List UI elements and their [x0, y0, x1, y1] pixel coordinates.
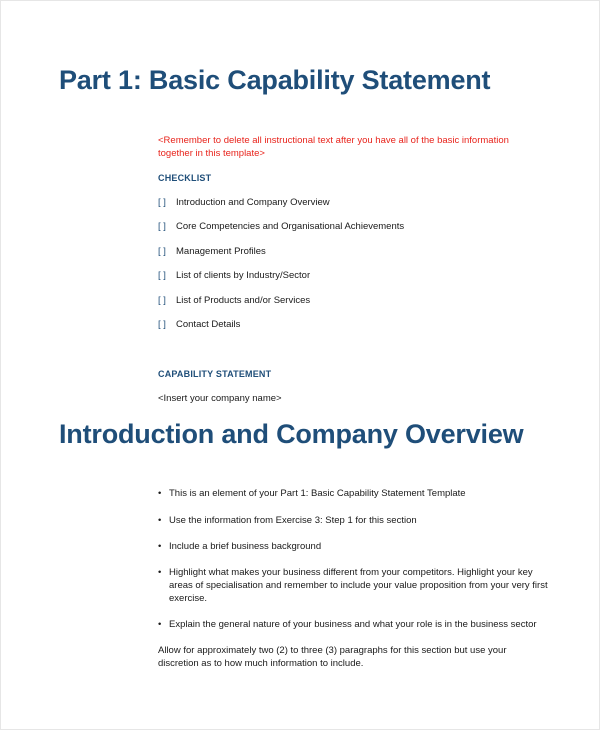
checkbox[interactable]: [ ]	[158, 270, 166, 281]
list-item-text: Explain the general nature of your business and what your role is in the business sector	[169, 619, 537, 630]
checklist-item-label: Core Competencies and Organisational Achievements	[176, 221, 405, 232]
checklist-item-label: Introduction and Company Overview	[176, 197, 330, 208]
bullet-icon: •	[158, 515, 162, 526]
capability-heading: CAPABILITY STATEMENT	[158, 369, 272, 379]
checklist-heading: CHECKLIST	[158, 173, 212, 183]
checklist-item-label: Contact Details	[176, 319, 241, 330]
closing-paragraph: Allow for approximately two (2) to three (3) paragraphs for this section but use your discretion as to how much information to include.	[158, 645, 507, 669]
list-item-text: Use the information from Exercise 3: Step 1 for this section	[169, 515, 417, 526]
checkbox[interactable]: [ ]	[158, 295, 166, 306]
checklist-item-label: Management Profiles	[176, 246, 266, 257]
checklist-item-label: List of Products and/or Services	[176, 295, 311, 306]
bullet-icon: •	[158, 567, 162, 578]
section-title: Introduction and Company Overview	[59, 419, 524, 449]
checkbox[interactable]: [ ]	[158, 197, 166, 208]
bullet-icon: •	[158, 488, 162, 499]
checklist-item	[158, 270, 310, 281]
checkbox[interactable]: [ ]	[158, 221, 166, 232]
checklist-item	[158, 197, 330, 208]
checklist-item	[158, 221, 404, 232]
checklist-item	[158, 319, 240, 330]
list-item-text: This is an element of your Part 1: Basic Capability Statement Template	[169, 488, 466, 499]
checkbox[interactable]: [ ]	[158, 246, 166, 257]
bullet-icon: •	[158, 619, 162, 630]
checklist-item-label: List of clients by Industry/Sector	[176, 270, 311, 281]
checklist-item	[158, 295, 310, 306]
checkbox[interactable]: [ ]	[158, 319, 166, 330]
checklist-item	[158, 246, 266, 257]
list-item-text: Include a brief business background	[169, 541, 322, 552]
list-item-text: Highlight what makes your business different from your competitors. Highlight your key areas of specialisation and remember to include your value proposition from your very first exercise.	[169, 567, 548, 604]
bullet-icon: •	[158, 541, 162, 552]
page-title: Part 1: Basic Capability Statement	[59, 65, 491, 95]
instruction-note: <Remember to delete all instructional text after you have all of the basic information together in this template>	[158, 135, 509, 159]
company-name-placeholder: <Insert your company name>	[158, 393, 282, 404]
